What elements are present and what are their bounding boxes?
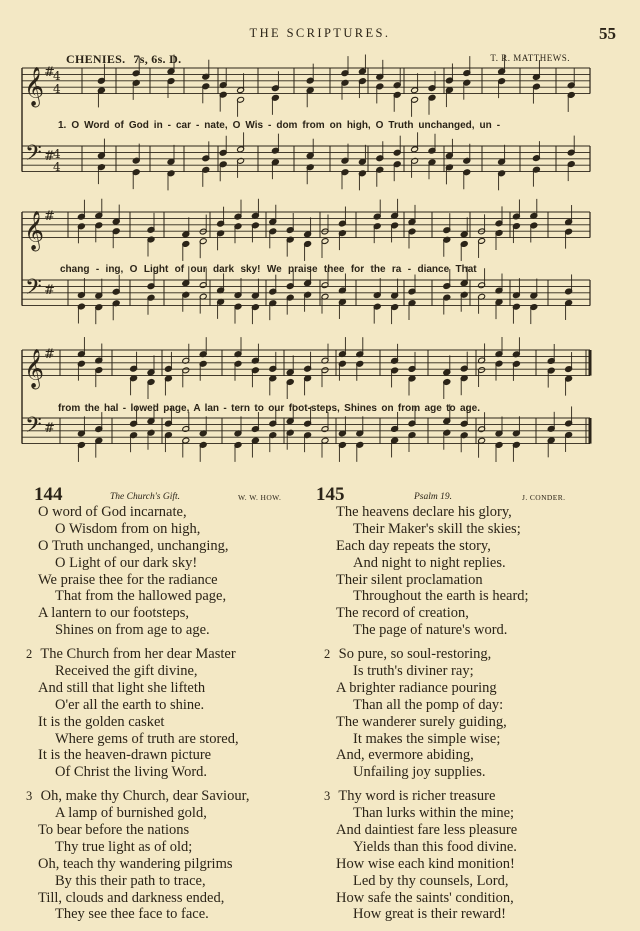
verse-line: O Light of our dark sky! <box>55 554 198 571</box>
verse-line: And night to night replies. <box>353 554 506 571</box>
verse-line: O'er all the earth to shine. <box>55 696 205 713</box>
verse-line: Than lurks within the mine; <box>353 805 515 822</box>
verse-line: Yields than this food divine. <box>353 838 517 855</box>
verse-line: By this their path to trace, <box>55 872 206 889</box>
verse-line: Than all the pomp of day: <box>353 696 504 713</box>
verse-line: Oh, teach thy wandering pilgrims <box>38 855 233 872</box>
hymn-number: 144 <box>34 484 63 505</box>
verse-line: It is the golden casket <box>38 713 165 730</box>
key-sharp: # <box>44 283 55 298</box>
verse-line: Received the gift divine, <box>55 663 198 680</box>
verse-line: Where gems of truth are stored, <box>55 730 239 747</box>
hymn-title: Psalm 19. <box>414 492 452 502</box>
verse-line: O Truth unchanged, unchanging, <box>38 537 229 554</box>
verse-number: 2 <box>324 647 331 662</box>
verse-line: Is truth's diviner ray; <box>353 663 474 680</box>
treble-clef: 𝄞 <box>24 348 45 389</box>
verse-line: 2 So pure, so soul-restoring, <box>324 646 492 663</box>
verse-line: Unfailing joy supplies. <box>353 764 486 781</box>
verse-line: They see thee face to face. <box>55 906 209 923</box>
verse-line: How safe the saints' condition, <box>336 889 514 906</box>
lyrics-underlay-3: from the hal - lowed page, A lan - tern to our foot-steps, Shines on from age to age. <box>58 403 480 414</box>
hymn-145-text <box>324 504 616 923</box>
verse-line: 3 Thy word is richer treasure <box>324 788 496 805</box>
verse-line: It is the heaven-drawn picture <box>38 747 212 764</box>
hymn-author: W. W. HOW. <box>238 493 282 502</box>
verse-line: That from the hallowed page, <box>55 588 227 605</box>
key-sharp: # <box>44 421 55 436</box>
time-signature: 4 <box>53 82 61 96</box>
running-title: THE SCRIPTURES. <box>249 26 391 40</box>
key-sharp: # <box>44 65 55 80</box>
verse-line: Their Maker's skill the skies; <box>353 520 521 537</box>
verse-line: The heavens declare his glory, <box>336 504 512 520</box>
verse-line: How great is their reward! <box>353 906 506 923</box>
verse-line: To bear before the nations <box>38 822 190 839</box>
hymn-number: 145 <box>316 484 345 505</box>
hymn-144-text <box>26 504 308 923</box>
verse-number: 2 <box>26 647 33 662</box>
hymn-title: The Church's Gift. <box>110 492 181 502</box>
time-signature: 4 <box>53 69 61 83</box>
verse-line: Of Christ the living Word. <box>55 764 208 781</box>
key-sharp: # <box>44 347 55 362</box>
verse-line: Shines on from age to age. <box>55 622 210 639</box>
time-signature: 4 <box>53 160 61 174</box>
verse-line: 2 The Church from her dear Master <box>26 646 236 663</box>
key-sharp: # <box>44 149 55 164</box>
bass-clef: 𝄢 <box>25 413 42 444</box>
tune-name: CHENIES. 7s, 6s. D. <box>66 52 182 66</box>
treble-clef: 𝄞 <box>24 66 45 107</box>
verse-line: Till, clouds and darkness ended, <box>38 889 225 906</box>
verse-line: The page of nature's word. <box>353 622 508 639</box>
verse-line: Their silent proclamation <box>336 571 483 588</box>
bass-clef: 𝄢 <box>25 275 42 306</box>
hymn-author: J. CONDER. <box>522 493 566 502</box>
verse-line: O word of God incarnate, <box>38 504 187 520</box>
verse-line: How wise each kind monition! <box>336 855 515 872</box>
lyrics-underlay-1: 1. O Word of God in - car - nate, O Wis - dom from on high, O Truth unchanged, un - <box>58 120 501 131</box>
tune-meter: 7s, 6s. D. <box>133 52 182 66</box>
key-sharp: # <box>44 209 55 224</box>
verse-line: It makes the simple wise; <box>353 730 501 747</box>
verse-line: And still that light she lifteth <box>38 679 206 696</box>
verse-number: 3 <box>324 789 331 804</box>
verse-line: 3 Oh, make thy Church, dear Saviour, <box>26 788 250 805</box>
verse-line: Thy true light as of old; <box>55 838 193 855</box>
lyrics-underlay-2: chang - ing, O Light of our dark sky! We praise thee for the ra - diance That <box>60 264 477 275</box>
verse-line: The record of creation, <box>336 605 469 622</box>
verse-line: We praise thee for the radiance <box>38 571 218 588</box>
time-signature: 4 <box>53 147 61 161</box>
verse-line: A lantern to our footsteps, <box>38 605 190 622</box>
verse-line: Led by thy counsels, Lord, <box>353 872 509 889</box>
verse-line: Throughout the earth is heard; <box>353 588 529 605</box>
verse-number: 3 <box>26 789 33 804</box>
tune-composer: T. R. MATTHEWS. <box>490 53 570 63</box>
verse-line: The wanderer surely guiding, <box>336 713 507 730</box>
page-number: 55 <box>599 24 616 43</box>
treble-clef: 𝄞 <box>24 210 45 251</box>
verse-line: And, evermore abiding, <box>336 747 474 764</box>
verse-line: Each day repeats the story, <box>336 537 491 554</box>
bass-clef: 𝄢 <box>25 141 42 172</box>
verse-line: And daintiest fare less pleasure <box>336 822 518 839</box>
verse-line: A lamp of burnished gold, <box>55 805 207 822</box>
verse-line: O Wisdom from on high, <box>55 520 201 537</box>
verse-line: A brighter radiance pouring <box>336 679 497 696</box>
